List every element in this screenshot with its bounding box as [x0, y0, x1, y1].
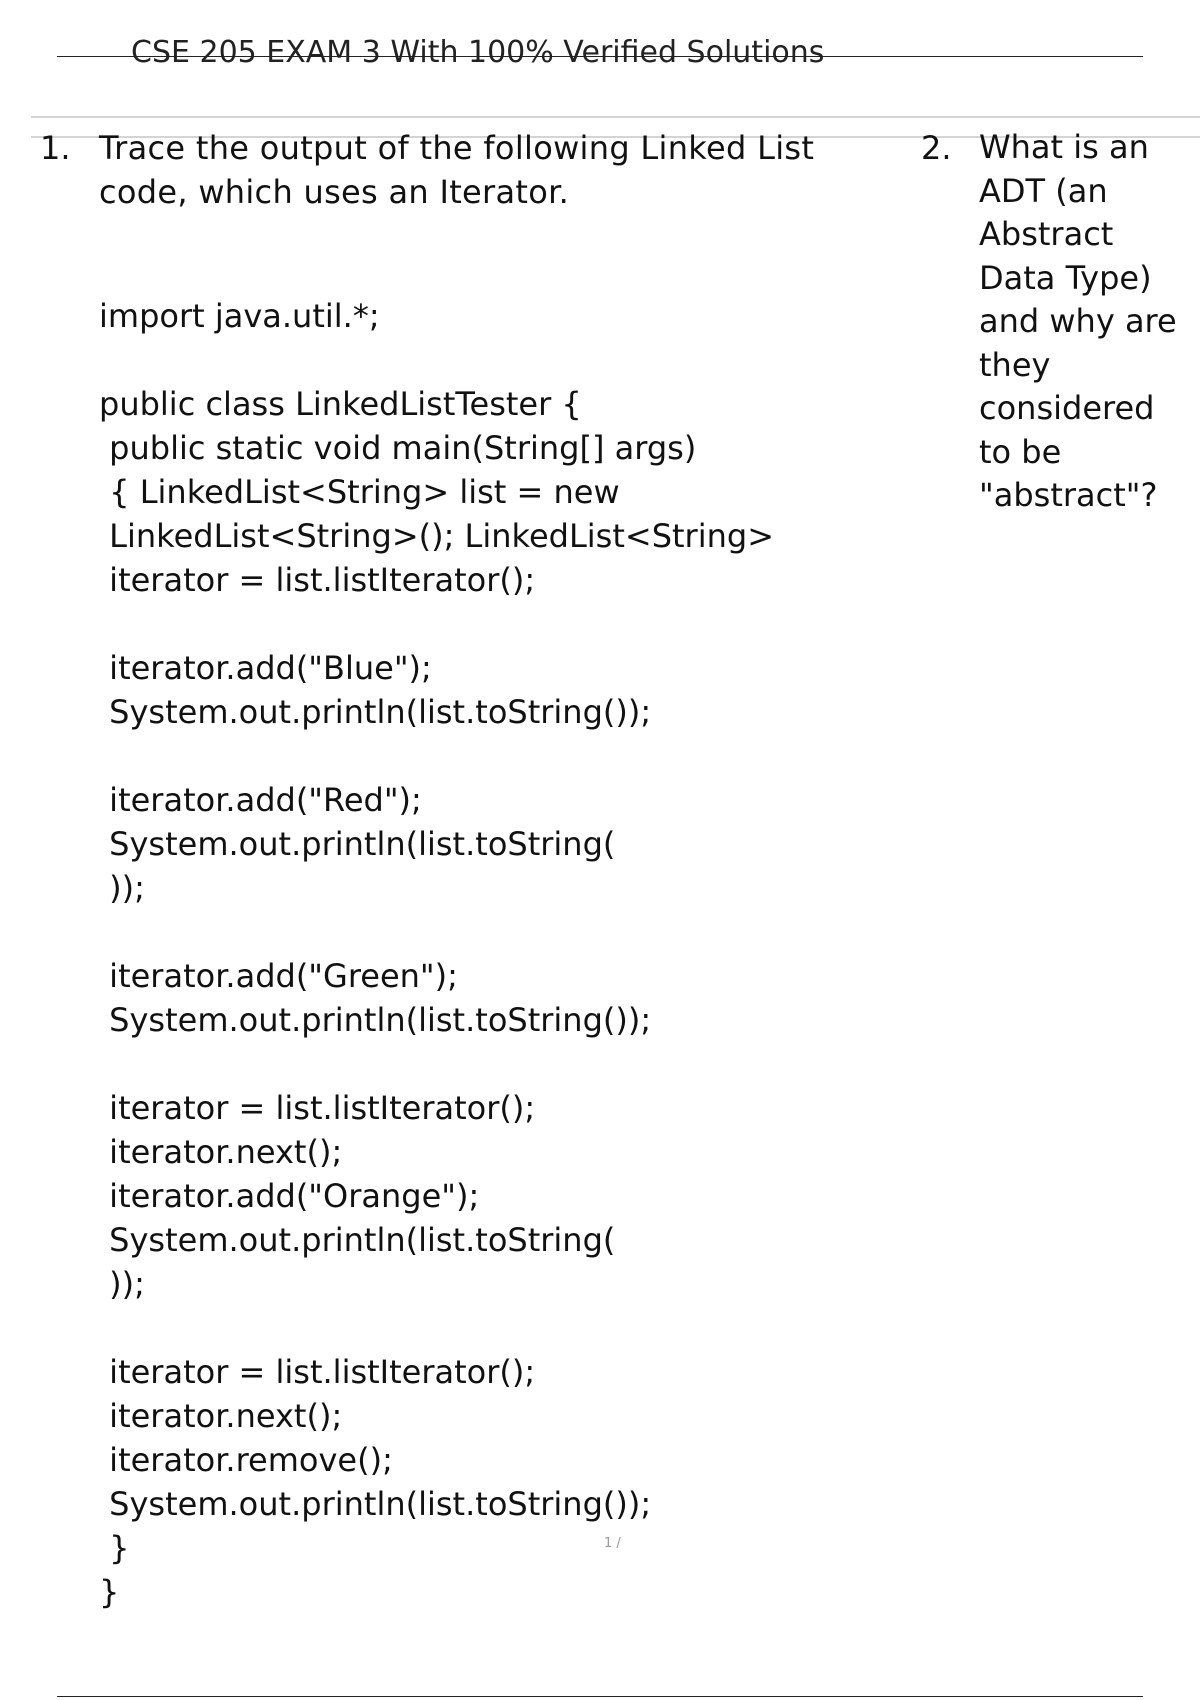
question-number: 2. [921, 129, 952, 167]
question-text: What is an ADT (an Abstract Data Type) and why are they considered to be "abstract"? [979, 128, 1177, 514]
question-number: 1. [40, 129, 71, 167]
header-separator [31, 116, 1200, 118]
document-title: CSE 205 EXAM 3 With 100% Verified Solutions [131, 35, 825, 70]
question-text: Trace the output of the following Linked List code, which uses an Iterator. [99, 129, 815, 211]
page-number: 1 / [604, 1536, 621, 1551]
code-block: import java.util.*; public class LinkedListTester { public static void main(String[] args) { LinkedList<String> list = new LinkedList<String>(); LinkedList<String> iterator = list.listIterator(); iterator.add("Blue"); System.out.println(list.toString()); iterator.add("Red"); System.out.println(list.toString( )); iterator.add("Green"); System.out.println(list.toString()); iterator = list.listIterator(); iterator.next(); iterator.add("Orange"); System.out.println(list.toString( )); iterator = list.listIterator(); iterator.next(); iterator.remove(); System.out.println(list.toString()); } } [99, 297, 774, 1611]
footer-rule [57, 1696, 1143, 1697]
